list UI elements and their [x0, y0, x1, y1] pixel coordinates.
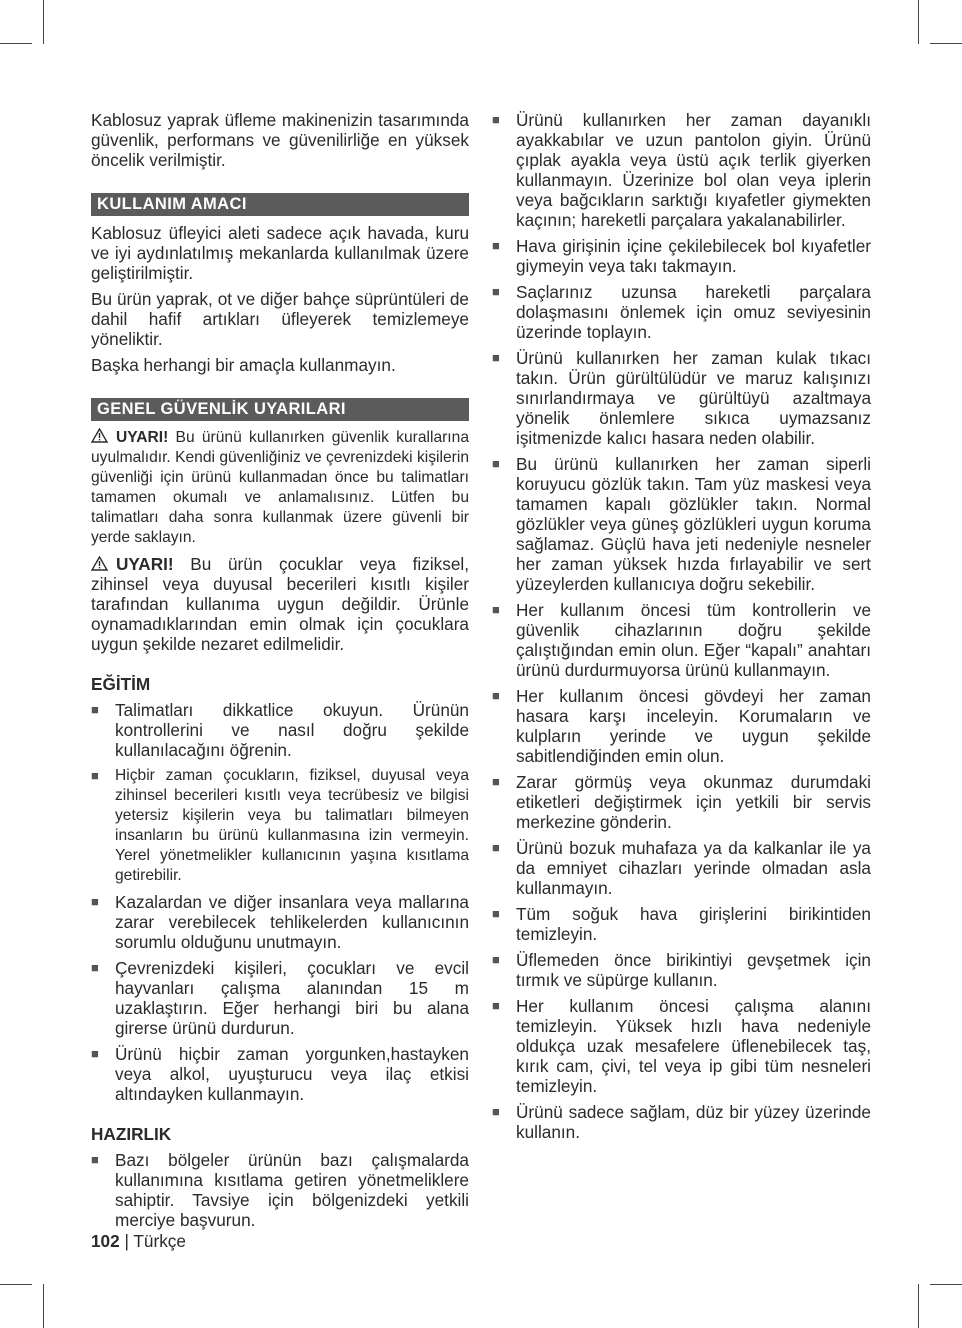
- list-item: ■ Çevrenizdeki kişileri, çocukları ve evcil hayvanları çalışma alanından 15 m uzaklaştırın. Eğer herhangi biri bu alana girerse ürünü durdurun.: [91, 958, 469, 1038]
- usage-paragraph-1: Kablosuz üfleyici aleti sadece açık havada, kuru ve iyi aydınlatılmış mekanlarda kullanılmak üzere geliştirilmiştir.: [91, 223, 469, 283]
- list-item: ■ Talimatları dikkatlice okuyun. Ürünün kontrollerini ve nasıl doğru şekilde kullanılacağını öğrenin.: [91, 700, 469, 760]
- section-title-usage: KULLANIM AMACI: [91, 193, 469, 216]
- list-item: ■ Her kullanım öncesi tüm kontrollerin ve güvenlik cihazlarının doğru şekilde çalıştığından emin olun. Eğer “kapalı” anahtarı ürünü durdurmuyorsa ürünü kullanmayın.: [492, 600, 871, 680]
- warning-paragraph-1: [91, 428, 469, 548]
- warning-text: Bu ürün çocuklar veya fiziksel, zihinsel veya duyusal becerileri kısıtlı kişiler tarafından kullanıma uygun değildir. Ürünle oynamadıklarından emin olmak için çocuklara uygun şekilde nezaret edilmelidir.: [91, 554, 469, 654]
- square-bullet-icon: ■: [91, 960, 99, 975]
- square-bullet-icon: ■: [492, 238, 500, 253]
- crop-mark: [0, 1284, 32, 1285]
- square-bullet-icon: ■: [492, 1104, 500, 1119]
- square-bullet-icon: ■: [492, 774, 500, 789]
- square-bullet-icon: ■: [91, 1046, 99, 1061]
- square-bullet-icon: ■: [492, 350, 500, 365]
- footer-separator: |: [124, 1231, 129, 1251]
- usage-paragraph-3: Başka herhangi bir amaçla kullanmayın.: [91, 355, 396, 375]
- list-item: ■ Her kullanım öncesi gövdeyi her zaman hasara karşı inceleyin. Korumaların ve kulpların yerinde ve uygun şekilde sabitlendiğinden emin olun.: [492, 686, 871, 766]
- square-bullet-icon: ■: [91, 768, 99, 783]
- warning-label: UYARI!: [116, 554, 174, 574]
- list-item: ■ Kazalardan ve diğer insanlara veya mallarına zarar verebilecek tehlikelerden kullanıcının sorumlu olduğunu unutmayın.: [91, 892, 469, 952]
- page-number: 102: [91, 1231, 120, 1251]
- warning-text: Bu ürünü kullanırken güvenlik kurallarına uyulmalıdır. Kendi güvenliğiniz ve çevrenizdeki kişilerin güvenliği için ürünü kullanmadan önce bu talimatları tamamen okumalı ve anlamalısınız. Lütfen bu talimatları daha sonra kullanmak üzere güvenli bir yerde saklayın.: [91, 429, 469, 546]
- square-bullet-icon: ■: [492, 456, 500, 471]
- square-bullet-icon: ■: [91, 702, 99, 717]
- crop-mark: [930, 1284, 962, 1285]
- list-item: ■ Ürünü sadece sağlam, düz bir yüzey üzerinde kullanın.: [492, 1102, 871, 1142]
- usage-paragraph-2: Bu ürün yaprak, ot ve diğer bahçe süprüntüleri de dahil hafif artıkları üfleyerek temizlemeye yöneliktir.: [91, 289, 469, 349]
- crop-mark: [43, 0, 44, 44]
- list-item: ■ Ürünü hiçbir zaman yorgunken,hastayken veya alkol, uyuşturucu veya ilaç etkisi altındayken kullanmayın.: [91, 1044, 469, 1104]
- warning-triangle-icon: [91, 428, 108, 443]
- training-list: [91, 700, 469, 1104]
- section-title-safety: GENEL GÜVENLİK UYARILARI: [91, 398, 469, 421]
- heading-preparation: HAZIRLIK: [91, 1124, 172, 1144]
- crop-mark: [0, 43, 32, 44]
- square-bullet-icon: ■: [492, 112, 500, 127]
- list-item: ■ Üflemeden önce birikintiyi gevşetmek için tırmık ve süpürge kullanın.: [492, 950, 871, 990]
- square-bullet-icon: ■: [91, 894, 99, 909]
- list-item: ■ Zarar görmüş veya okunmaz durumdaki etiketleri değiştirmek için yetkili bir servis merkezine gönderin.: [492, 772, 871, 832]
- square-bullet-icon: ■: [492, 284, 500, 299]
- left-column: [91, 110, 469, 1236]
- list-item: ■ Tüm soğuk hava girişlerini birikintiden temizleyin.: [492, 904, 871, 944]
- square-bullet-icon: ■: [91, 1152, 99, 1167]
- intro-paragraph: Kablosuz yaprak üfleme makinenizin tasarımında güvenlik, performans ve güvenilirliğe en yüksek öncelik verilmiştir.: [91, 110, 469, 170]
- right-column: [492, 110, 871, 1148]
- crop-mark: [918, 0, 919, 44]
- list-item: ■ Hiçbir zaman çocukların, fiziksel, duyusal veya zihinsel becerileri kısıtlı veya tecrübesiz ve bilgisi yetersiz kişilerin veya bu talimatları bilmeyen insanların bu ürünü kullanmasına izin vermeyin. Yerel yönetmelikler kullanıcının yaşına kısıtlama getirebilir.: [91, 767, 469, 884]
- square-bullet-icon: ■: [492, 688, 500, 703]
- warning-triangle-icon: [91, 556, 108, 571]
- heading-training: EĞİTİM: [91, 674, 151, 694]
- crop-mark: [930, 43, 962, 44]
- list-item: ■ Ürünü kullanırken her zaman kulak tıkacı takın. Ürün gürültülüdür ve maruz kalışınızı sınırlandırmaya ve gürültüyü azaltmaya yönelik önlemlere sıkıca uymazsanız işitmenizde kalıcı hasara neden olabilir.: [492, 348, 871, 448]
- footer-language: Türkçe: [133, 1231, 186, 1251]
- square-bullet-icon: ■: [492, 998, 500, 1013]
- list-item: ■ Bazı bölgeler ürünün bazı çalışmalarda kullanımına kısıtlama getiren yönetmeliklere sahiptir. Tavsiye için bölgenizdeki yetkili merciye başvurun.: [91, 1150, 469, 1230]
- warning-label: UYARI!: [116, 429, 169, 446]
- list-item: ■ Ürünü bozuk muhafaza ya da kalkanlar ile ya da emniyet cihazları yerinde olmadan asla kullanmayın.: [492, 838, 871, 898]
- list-item: ■ Ürünü kullanırken her zaman dayanıklı ayakkabılar ve uzun pantolon giyin. Ürünü çıplak ayakla veya üstü açık terlik giyerken kullanmayın. Üzerinize bol olan veya iplerin veya bağcıkların sarktığı kıyafetler giymekten kaçının; hareketli parçalara yakalanabilirler.: [492, 110, 871, 230]
- square-bullet-icon: ■: [492, 602, 500, 617]
- preparation-list: [91, 1150, 469, 1230]
- crop-mark: [918, 1284, 919, 1328]
- list-item: ■ Hava girişinin içine çekilebilecek bol kıyafetler giymeyin veya takı takmayın.: [492, 236, 871, 276]
- square-bullet-icon: ■: [492, 906, 500, 921]
- crop-mark: [43, 1284, 44, 1328]
- list-item: ■ Saçlarınız uzunsa hareketli parçalara dolaşmasını önlemek için omuz seviyesinin üzerinde toplayın.: [492, 282, 871, 342]
- page-footer: [91, 1231, 186, 1251]
- square-bullet-icon: ■: [492, 840, 500, 855]
- square-bullet-icon: ■: [492, 952, 500, 967]
- safety-list: [492, 110, 871, 1142]
- list-item: ■ Her kullanım öncesi çalışma alanını temizleyin. Yüksek hızlı hava nedeniyle oldukça uzak mesafelere üflenebilecek taş, kırık cam, çivi, tel veya ip gibi tüm nesneleri temizleyin.: [492, 996, 871, 1096]
- list-item: ■ Bu ürünü kullanırken her zaman siperli koruyucu gözlük takın. Tam yüz maskesi veya tamamen kapalı gözlükler takın. Normal gözlükler veya güneş gözlükleri uygun koruma sağlamaz. Güçlü hava jeti nedeniyle nesneler her zaman yüksek hızda fırlayabilir ve sert yüzeylerden kullanıcıya doğru sekebilir.: [492, 454, 871, 594]
- warning-paragraph-2: [91, 554, 469, 654]
